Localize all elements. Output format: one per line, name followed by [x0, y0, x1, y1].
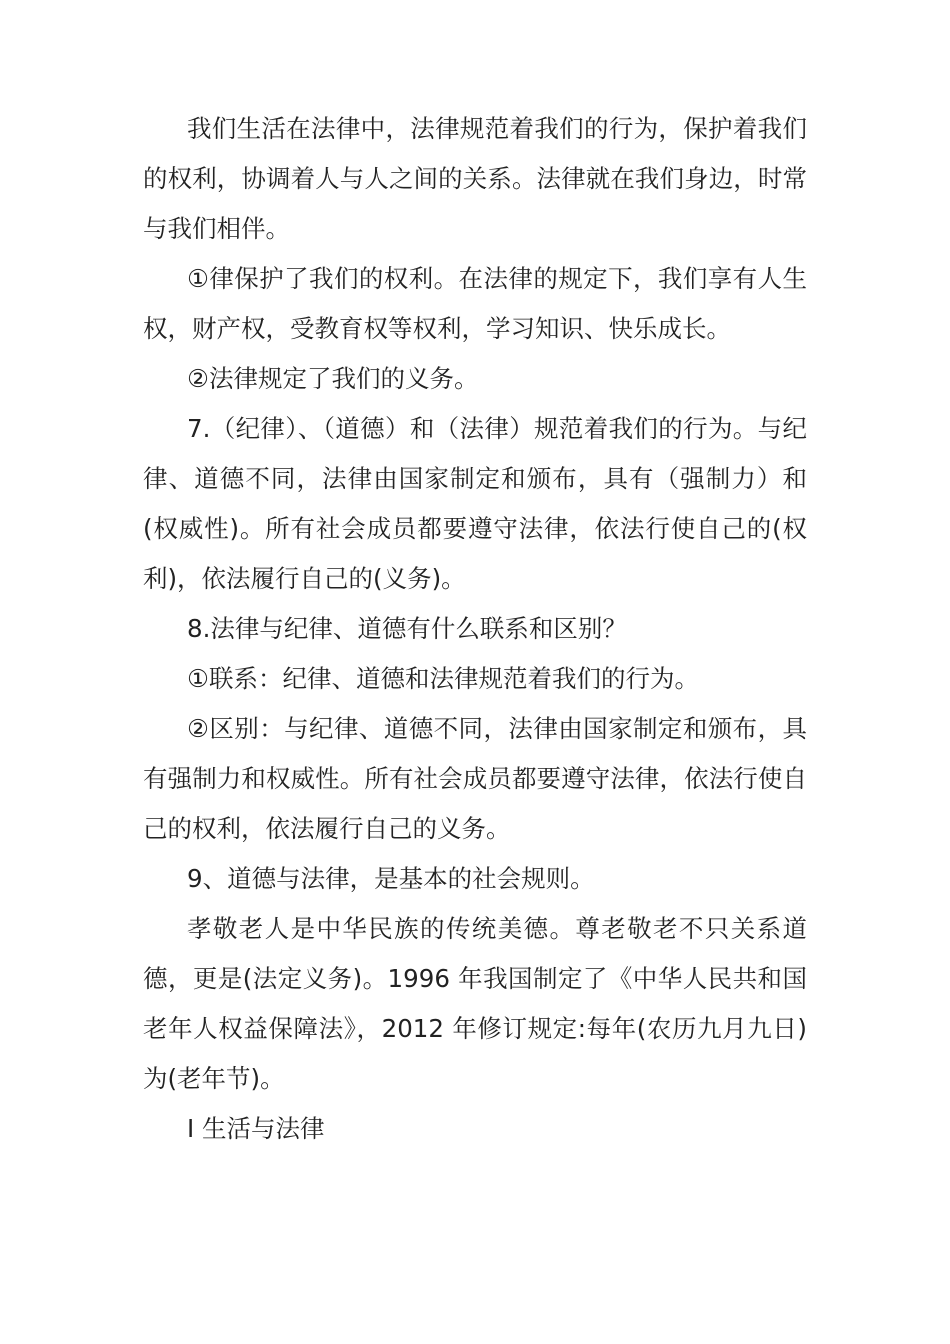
paragraph-law-protects-rights: ①律保护了我们的权利。在法律的规定下，我们享有人生权，财产权，受教育权等权利，学习知识、快乐成长。 [143, 264, 807, 343]
paragraph-item-7: 7.（纪律）、（道德）和（法律）规范着我们的行为。与纪律、道德不同，法律由国家制定和颁布，具有（强制力）和(权威性)。所有社会成员都要遵守法律，依法行使自己的(权利)，依法履行自己的(义务)。 [143, 414, 807, 593]
section-heading-life-and-law: I 生活与法律 [187, 1114, 325, 1143]
paragraph-respect-elders: 孝敬老人是中华民族的传统美德。尊老敬老不只关系道德，更是(法定义务)。1996 年我国制定了《中华人民共和国老年人权益保障法》，2012 年修订规定:每年(农历九月九日)为(老年节)。 [143, 914, 807, 1093]
paragraph-law-in-life: 我们生活在法律中，法律规范着我们的行为，保护着我们的权利，协调着人与人之间的关系。法律就在我们身边，时常与我们相伴。 [143, 114, 807, 243]
paragraph-law-defines-duties: ②法律规定了我们的义务。 [187, 364, 479, 393]
paragraph-item-8-connection: ①联系：纪律、道德和法律规范着我们的行为。 [187, 664, 699, 693]
paragraph-item-8-difference: ②区别：与纪律、道德不同，法律由国家制定和颁布，具有强制力和权威性。所有社会成员都要遵守法律，依法行使自己的权利，依法履行自己的义务。 [143, 714, 807, 843]
paragraph-item-9: 9、道德与法律，是基本的社会规则。 [187, 864, 595, 893]
document-page [143, 104, 807, 1154]
paragraph-item-8-question: 8.法律与纪律、道德有什么联系和区别？ [187, 614, 627, 643]
